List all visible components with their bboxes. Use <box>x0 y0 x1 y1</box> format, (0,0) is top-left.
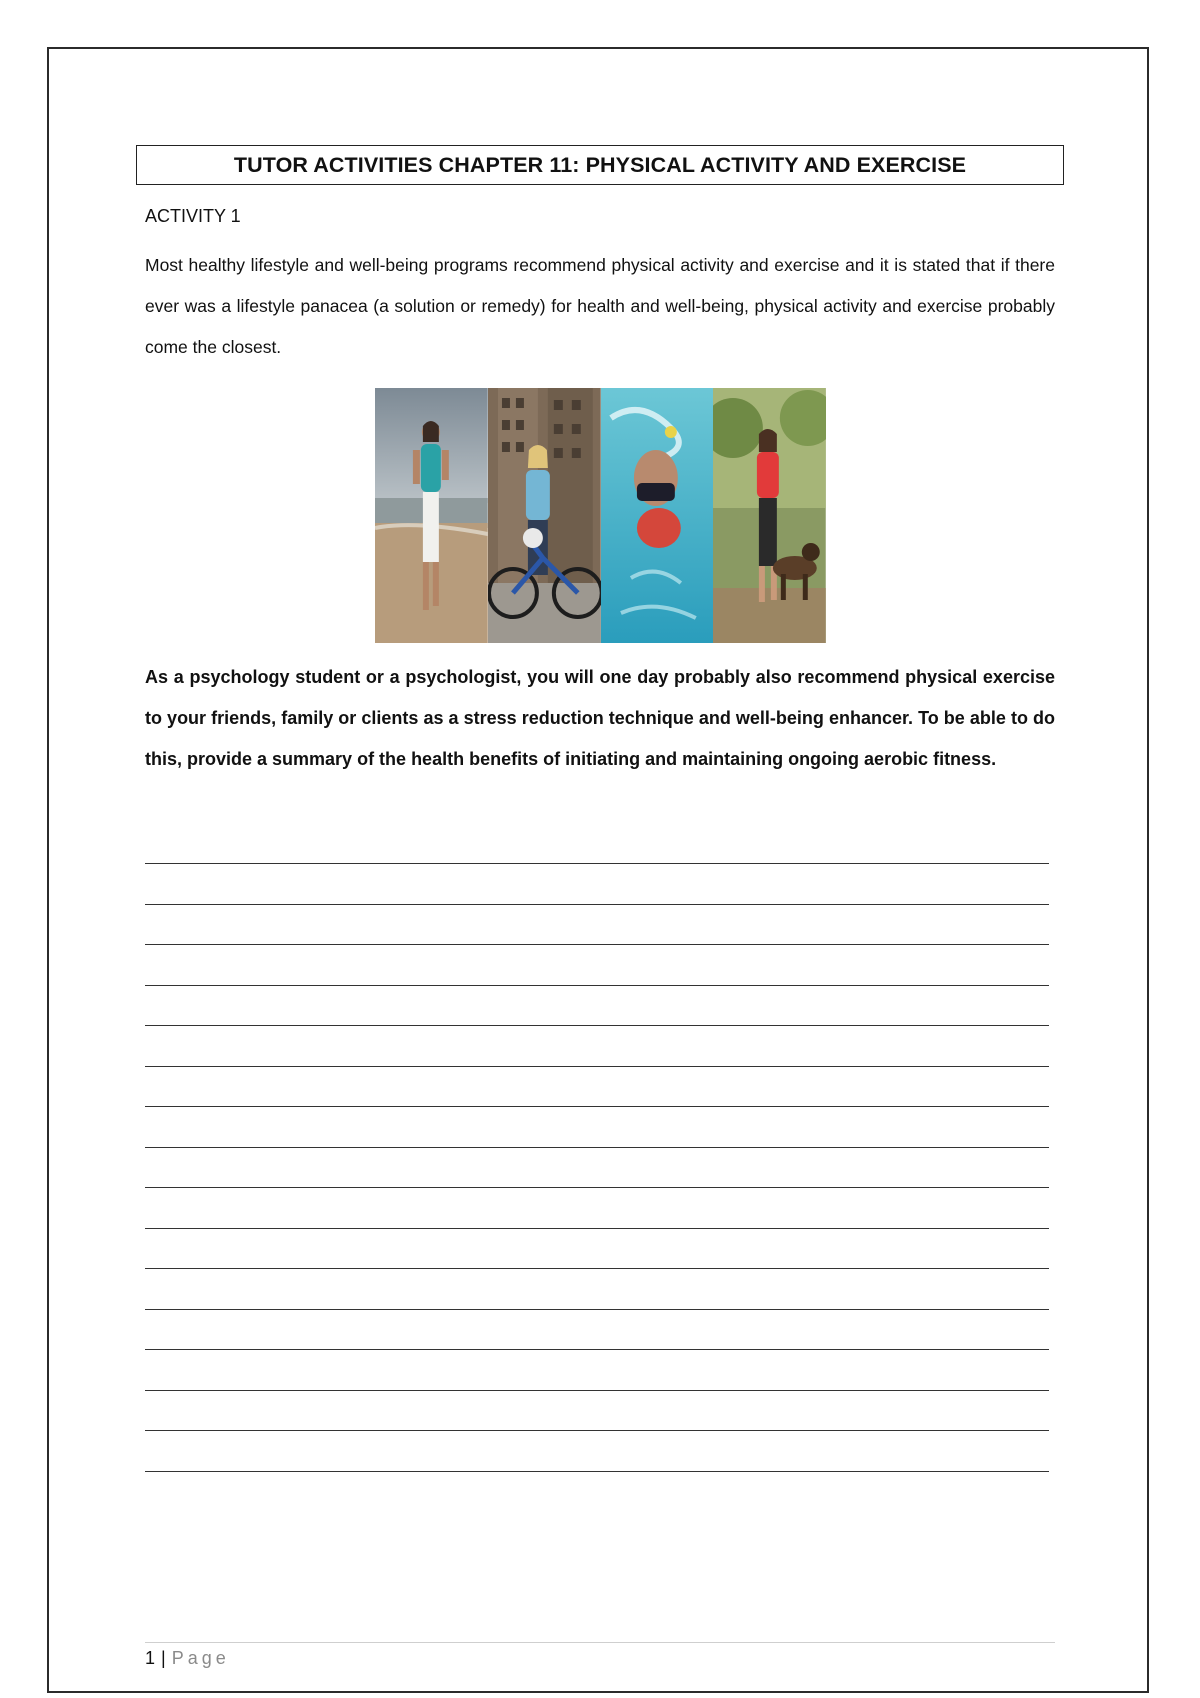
answer-line[interactable] <box>145 1390 1049 1431</box>
dog-walker-photo <box>713 388 826 643</box>
answer-line[interactable] <box>145 1106 1049 1147</box>
page-number: 1 <box>145 1648 156 1668</box>
answer-line[interactable] <box>145 1025 1049 1066</box>
answer-line[interactable] <box>145 863 1049 904</box>
beach-jogger-photo <box>375 388 488 643</box>
answer-line[interactable] <box>145 1430 1049 1471</box>
activity-prompt: As a psychology student or a psychologist, you will one day probably also recommend physical exercise to your friends, family or clients as a stress reduction technique and well-being enhancer. To be able to do this, provide a summary of the health benefits of initiating and maintaining ongoing aerobic fitness. <box>145 667 1055 769</box>
answer-line[interactable] <box>145 985 1049 1026</box>
exercise-photo-collage <box>375 388 826 643</box>
document-title: TUTOR ACTIVITIES CHAPTER 11: PHYSICAL ACTIVITY AND EXERCISE <box>136 145 1064 185</box>
footer-separator: | <box>161 1648 166 1668</box>
answer-line[interactable] <box>145 1066 1049 1107</box>
answer-line[interactable] <box>145 1268 1049 1309</box>
intro-paragraph: Most healthy lifestyle and well-being programs recommend physical activity and exercise and it is stated that if there ever was a lifestyle panacea (a solution or remedy) for health and well-being, physical activity and exercise probably come the closest. <box>145 255 1055 357</box>
answer-line[interactable] <box>145 1471 1049 1512</box>
answer-line[interactable] <box>145 944 1049 985</box>
answer-line[interactable] <box>145 1147 1049 1188</box>
answer-line[interactable] <box>145 904 1049 945</box>
answer-lines <box>145 863 1049 1511</box>
answer-line[interactable] <box>145 1187 1049 1228</box>
swimmer-photo <box>601 388 714 643</box>
page-footer <box>145 1648 230 1669</box>
answer-line[interactable] <box>145 1228 1049 1269</box>
answer-line[interactable] <box>145 1349 1049 1390</box>
activity-heading: ACTIVITY 1 <box>145 206 241 226</box>
page-label: Page <box>171 1648 230 1668</box>
answer-line[interactable] <box>145 1309 1049 1350</box>
city-cyclist-photo <box>488 388 601 643</box>
footer-divider <box>145 1642 1055 1643</box>
